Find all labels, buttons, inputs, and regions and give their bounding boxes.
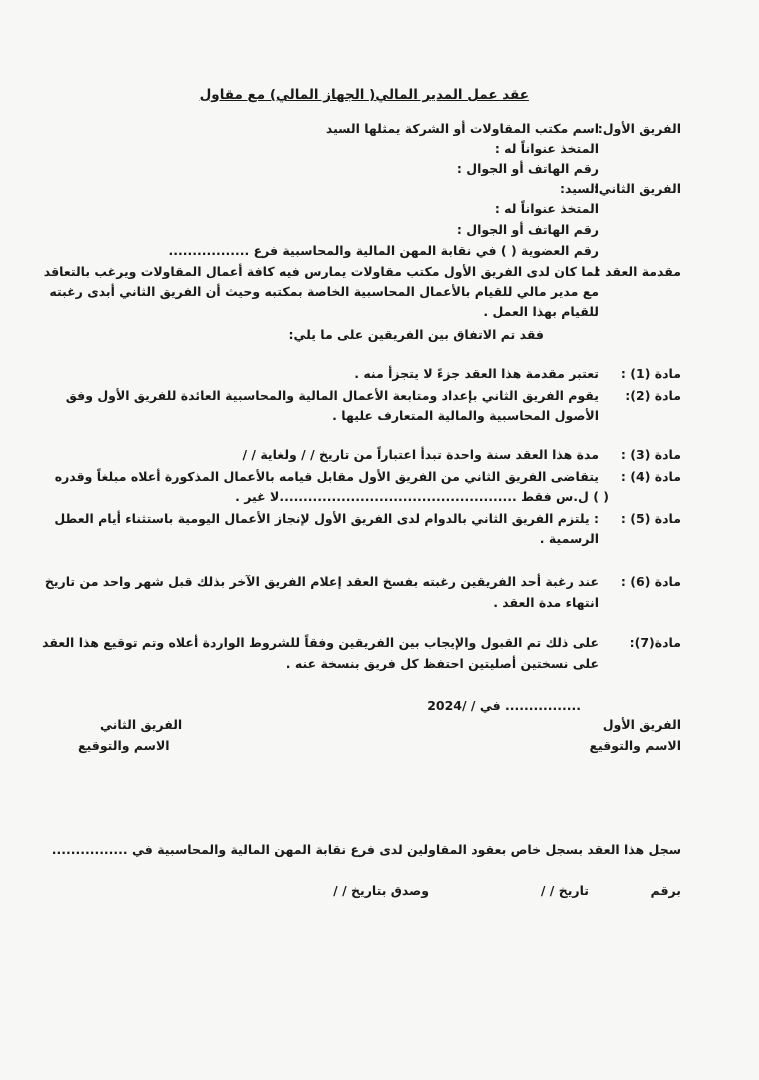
party1-line2: المتخذ عنواناً له :	[494, 141, 599, 156]
party2-line4: رقم العضوية ( ) في نقابة المهن المالية والمحاسبية فرع .................	[168, 243, 599, 258]
article6-line1: عند رغبة أحد الفريقين رغبته بفسخ العقد إعلام الفريق الآخر بذلك قبل شهر واحد من تاريخ	[44, 574, 599, 589]
article4-label: مادة (4) :	[620, 469, 681, 484]
registration-certified-label: وصدق بتاريخ / /	[333, 883, 429, 898]
article1-label: مادة (1) :	[620, 366, 681, 381]
article4-line2: ( ) ل.س فقط ..................................................لا غير .	[235, 489, 609, 504]
party2-signature-title: الفريق الثاني	[100, 717, 183, 732]
signature-date-line: ................ في / /2024	[427, 698, 581, 713]
article7-line2: على نسختين أصليتين احتفظ كل فريق بنسخة عنه .	[285, 656, 599, 671]
article5-line1: : يلتزم الفريق الثاني بالدوام لدى الفريق الأول لإنجاز الأعمال اليومية باستثناء أيام العطل	[54, 511, 599, 526]
party1-label: الفريق الأول:	[597, 121, 681, 136]
article4-line1: يتقاضى الفريق الثاني من الفريق الأول مقابل قيامه بالأعمال المذكورة أعلاه مبلغاً وقدره	[54, 469, 599, 484]
preamble-agreed: فقد تم الاتفاق بين الفريقين على ما يلي:	[288, 327, 544, 342]
article5-line2: الرسمية .	[539, 531, 599, 546]
contract-title: عقد عمل المدير المالي( الجهاز المالي) مع مقاول	[199, 87, 529, 103]
article2-label: مادة (2):	[625, 388, 681, 403]
article2-line2: الأصول المحاسبية والمالية المتعارف عليها .	[332, 408, 599, 423]
party2-line1: السيد:	[559, 181, 599, 196]
party2-line2: المتخذ عنواناً له :	[494, 201, 599, 216]
preamble-line1: لما كان لدى الفريق الأول مكتب مقاولات يمارس فيه كافة أعمال المقاولات ويرغب بالتعاقد	[43, 264, 599, 279]
article5-label: مادة (5) :	[620, 511, 681, 526]
party1-line1: اسم مكتب المقاولات أو الشركة يمثلها السيد	[325, 121, 599, 136]
preamble-label: مقدمة العقد :	[595, 264, 681, 279]
party1-signature-label: الاسم والتوقيع	[589, 738, 681, 753]
article7-line1: على ذلك تم القبول والإيجاب بين الفريقين وفقاً للشروط الواردة أعلاه وتم توقيع هذا العقد	[42, 635, 599, 650]
article3-label: مادة (3) :	[620, 447, 681, 462]
article6-line2: انتهاء مدة العقد .	[493, 595, 599, 610]
registration-number-label: برقم	[650, 883, 681, 898]
registration-date-label: تاريخ / /	[540, 883, 589, 898]
article6-label: مادة (6) :	[620, 574, 681, 589]
preamble-line2: مع مدير مالي للقيام بالأعمال المحاسبية الخاصة بمكتبه وحيث أن الفريق الثاني أبدى رغبته	[49, 284, 599, 299]
party2-line3: رقم الهاتف أو الجوال :	[456, 222, 599, 237]
party2-signature-label: الاسم والتوقيع	[78, 738, 170, 753]
party1-signature-title: الفريق الأول	[602, 717, 681, 732]
party1-line3: رقم الهاتف أو الجوال :	[456, 161, 599, 176]
article7-label: مادة(7):	[629, 635, 681, 650]
article3-line1: مدة هذا العقد سنة واحدة تبدأ اعتباراً من تاريخ / / ولغاية / /	[242, 447, 599, 462]
article1-line1: تعتبر مقدمة هذا العقد جزءً لا يتجزأ منه .	[354, 366, 599, 381]
party2-label: الفريق الثاني:	[593, 181, 681, 196]
article2-line1: يقوم الفريق الثاني بإعداد ومتابعة الأعمال المالية والمحاسبية العائدة للفريق الأول وفق	[65, 388, 599, 403]
registration-line: سجل هذا العقد بسجل خاص بعقود المقاولين لدى فرع نقابة المهن المالية والمحاسبية في ................	[51, 842, 681, 857]
preamble-line3: للقيام بهذا العمل .	[483, 304, 599, 319]
